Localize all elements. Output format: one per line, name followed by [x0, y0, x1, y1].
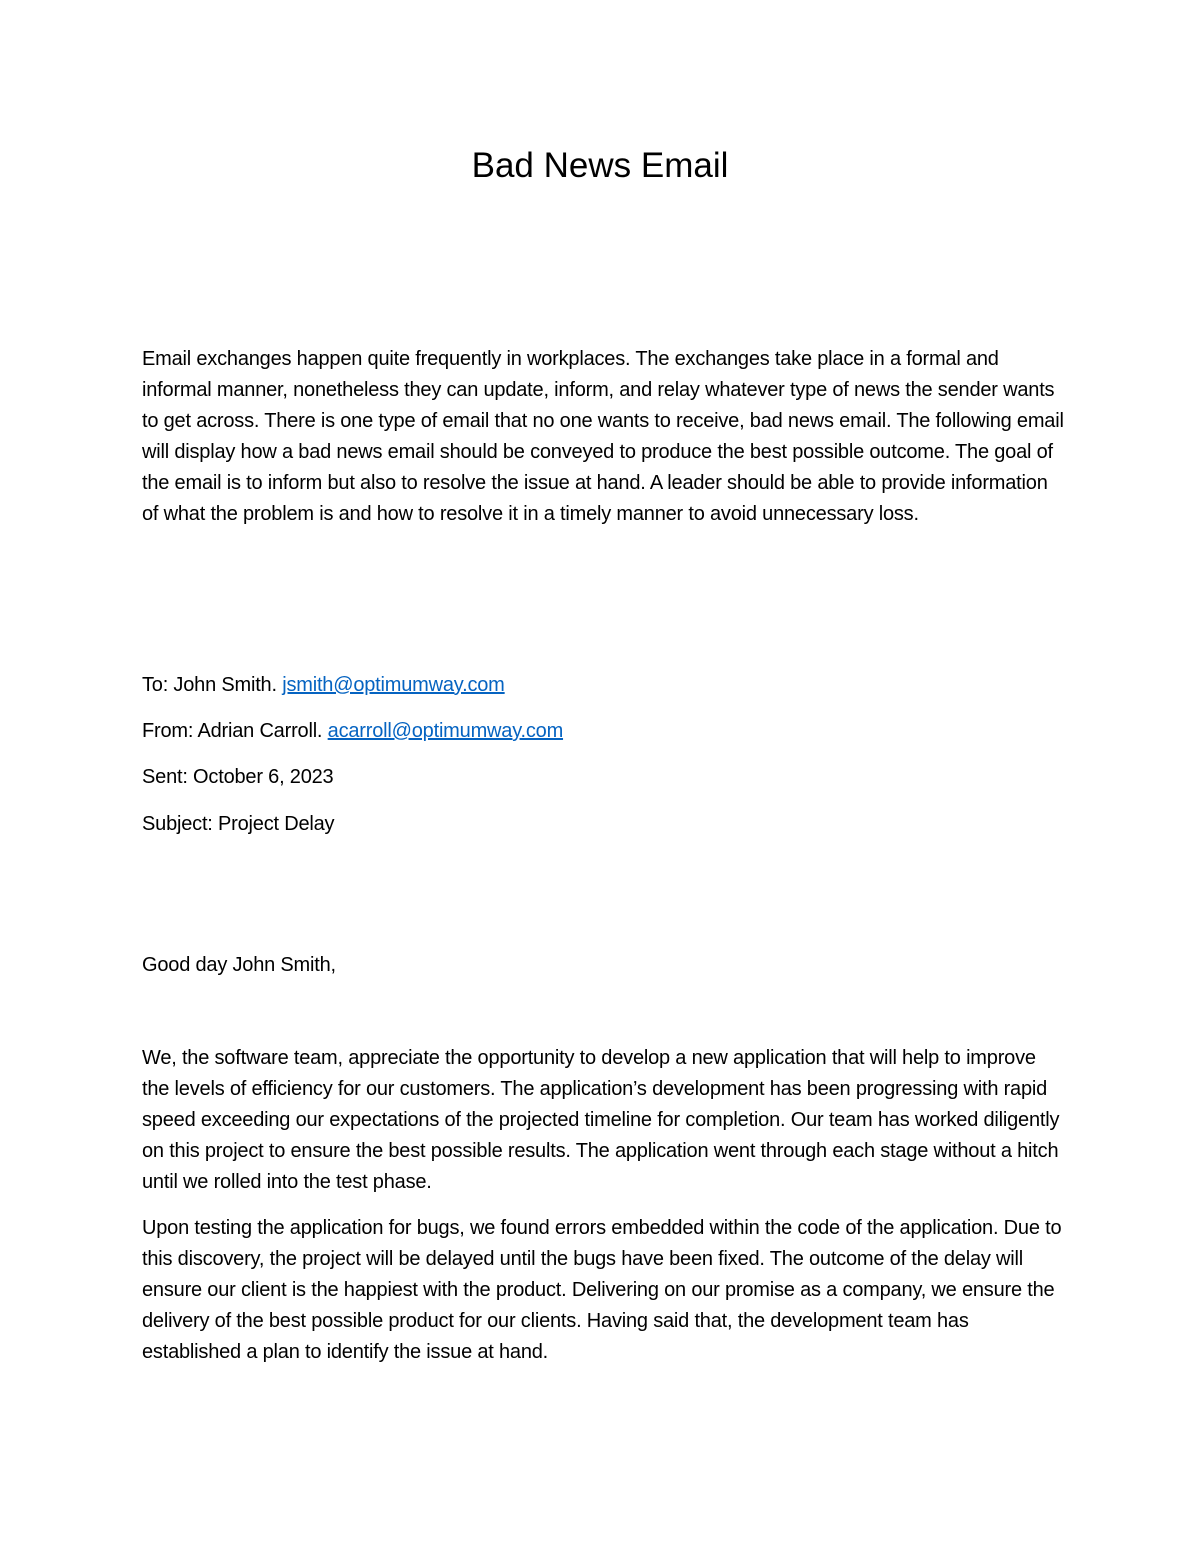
document-title: Bad News Email [471, 146, 729, 185]
email-sent-line: Sent: October 6, 2023 [142, 766, 334, 788]
email-body-paragraph: Upon testing the application for bugs, we found errors embedded within the code of the application. Due to this discovery, the project will be delayed until the bugs have been fixed. The outcome of the delay will ensure our client is the happiest with the product. Delivering on our promise as a company, we ensure the delivery of the best possible product for our clients. Having said that, the development team has established a plan to identify the issue at hand. [142, 1217, 1062, 1363]
intro-paragraph: Email exchanges happen quite frequently in workplaces. The exchanges take place in a formal and informal manner, nonetheless they can update, inform, and relay whatever type of news the sender wants to get across. There is one type of email that no one wants to receive, bad news email. The following email will display how a bad news email should be conveyed to produce the best possible outcome. The goal of the email is to inform but also to resolve the issue at hand. A leader should be able to provide information of what the problem is and how to resolve it in a timely manner to avoid unnecessary loss. [142, 348, 1064, 525]
email-to-line [142, 671, 505, 699]
email-from-line [142, 717, 563, 745]
email-subject-line: Subject: Project Delay [142, 813, 335, 835]
email-greeting: Good day John Smith, [142, 954, 336, 976]
email-to-label: To: John Smith. [142, 674, 277, 696]
email-body-paragraph: We, the software team, appreciate the opportunity to develop a new application that will help to improve the levels of efficiency for our customers. The application’s development has been progressing with rapid speed exceeding our expectations of the projected timeline for completion. Our team has worked diligently on this project to ensure the best possible results. The application went through each stage without a hitch until we rolled into the test phase. [142, 1047, 1060, 1193]
email-from-label: From: Adrian Carroll. [142, 720, 323, 742]
from-email-link[interactable]: acarroll@optimumway.com [327, 720, 564, 742]
to-email-link[interactable]: jsmith@optimumway.com [282, 674, 505, 696]
